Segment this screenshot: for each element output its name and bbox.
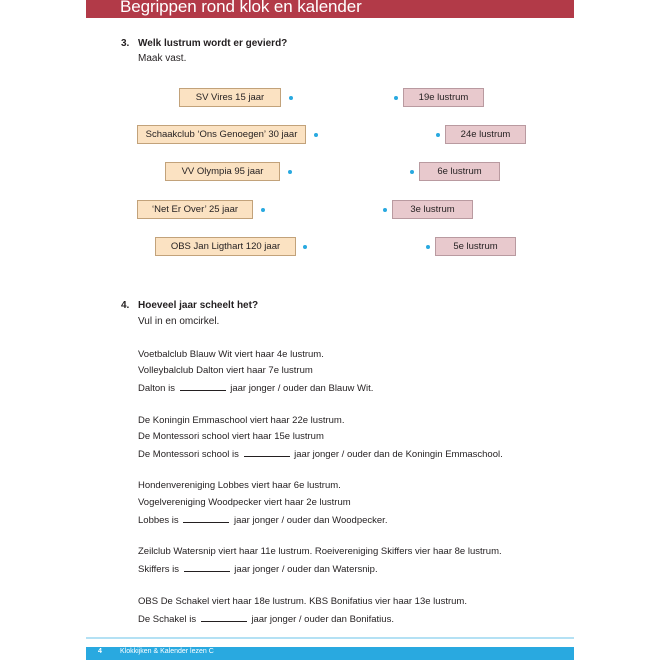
- connect-dot-left-4[interactable]: [261, 208, 265, 212]
- answer-prefix: De Montessori school is: [138, 449, 239, 460]
- statement-line: Hondenvereniging Lobbes viert haar 6e lustrum.: [138, 480, 341, 491]
- question-4-number: 4.: [121, 300, 130, 311]
- answer-prefix: De Schakel is: [138, 614, 197, 625]
- lustrum-box-2[interactable]: 24e lustrum: [445, 125, 526, 144]
- connect-dot-right-5[interactable]: [426, 245, 430, 249]
- connect-dot-right-1[interactable]: [394, 96, 398, 100]
- lustrum-box-5[interactable]: 5e lustrum: [435, 237, 516, 256]
- answer-prefix: Lobbes is: [138, 515, 179, 526]
- answer-blank[interactable]: [180, 381, 226, 391]
- answer-line: [138, 381, 373, 394]
- answer-suffix[interactable]: jaar jonger / ouder dan de Koningin Emmaschool.: [294, 449, 503, 460]
- connect-dot-left-2[interactable]: [314, 133, 318, 137]
- club-box-1[interactable]: SV Vires 15 jaar: [179, 88, 281, 107]
- question-4-instruction: Vul in en omcirkel.: [138, 316, 220, 327]
- answer-suffix[interactable]: jaar jonger / ouder dan Blauw Wit.: [230, 383, 374, 394]
- answer-suffix[interactable]: jaar jonger / ouder dan Woodpecker.: [233, 515, 388, 526]
- answer-prefix: Skiffers is: [138, 564, 180, 575]
- answer-line: [138, 612, 394, 625]
- answer-suffix[interactable]: jaar jonger / ouder dan Bonifatius.: [251, 614, 394, 625]
- question-3-instruction: Maak vast.: [138, 53, 187, 64]
- footer-divider: [86, 637, 574, 639]
- answer-line: [138, 562, 378, 575]
- club-box-5[interactable]: OBS Jan Ligthart 120 jaar: [155, 237, 296, 256]
- connect-dot-right-2[interactable]: [436, 133, 440, 137]
- connect-dot-right-3[interactable]: [410, 170, 414, 174]
- lustrum-box-1[interactable]: 19e lustrum: [403, 88, 484, 107]
- statement-line: Vogelvereniging Woodpecker viert haar 2e lustrum: [138, 497, 351, 508]
- connect-dot-right-4[interactable]: [383, 208, 387, 212]
- statement-line: OBS De Schakel viert haar 18e lustrum. KBS Bonifatius vier haar 13e lustrum.: [138, 596, 467, 607]
- footer-book-title: Klokkijken & Kalender lezen C: [120, 648, 214, 655]
- answer-blank[interactable]: [201, 612, 247, 622]
- statement-line: Voetbalclub Blauw Wit viert haar 4e lustrum.: [138, 349, 324, 360]
- connect-dot-left-5[interactable]: [303, 245, 307, 249]
- question-3-number: 3.: [121, 38, 130, 49]
- answer-suffix[interactable]: jaar jonger / ouder dan Watersnip.: [234, 564, 378, 575]
- club-box-3[interactable]: VV Olympia 95 jaar: [165, 162, 280, 181]
- answer-blank[interactable]: [244, 447, 290, 457]
- statement-line: De Koningin Emmaschool viert haar 22e lustrum.: [138, 415, 345, 426]
- club-box-4[interactable]: ‘Net Er Over’ 25 jaar: [137, 200, 253, 219]
- answer-blank[interactable]: [184, 562, 230, 572]
- answer-line: [138, 513, 387, 526]
- answer-line: [138, 447, 503, 460]
- connect-dot-left-3[interactable]: [288, 170, 292, 174]
- worksheet-page: [86, 0, 574, 660]
- question-3-title: Welk lustrum wordt er gevierd?: [138, 38, 288, 49]
- lustrum-box-4[interactable]: 3e lustrum: [392, 200, 473, 219]
- question-4-title: Hoeveel jaar scheelt het?: [138, 300, 259, 311]
- page-number: 4: [98, 648, 102, 655]
- answer-blank[interactable]: [183, 513, 229, 523]
- lustrum-box-3[interactable]: 6e lustrum: [419, 162, 500, 181]
- statement-line: Volleybalclub Dalton viert haar 7e lustrum: [138, 365, 313, 376]
- connect-dot-left-1[interactable]: [289, 96, 293, 100]
- page-title: Begrippen rond klok en kalender: [120, 0, 362, 16]
- answer-prefix: Dalton is: [138, 383, 175, 394]
- statement-line: Zeilclub Watersnip viert haar 11e lustrum. Roeivereniging Skiffers vier haar 8e lustrum.: [138, 546, 502, 557]
- statement-line: De Montessori school viert haar 15e lustrum: [138, 431, 324, 442]
- club-box-2[interactable]: Schaakclub ‘Ons Genoegen’ 30 jaar: [137, 125, 306, 144]
